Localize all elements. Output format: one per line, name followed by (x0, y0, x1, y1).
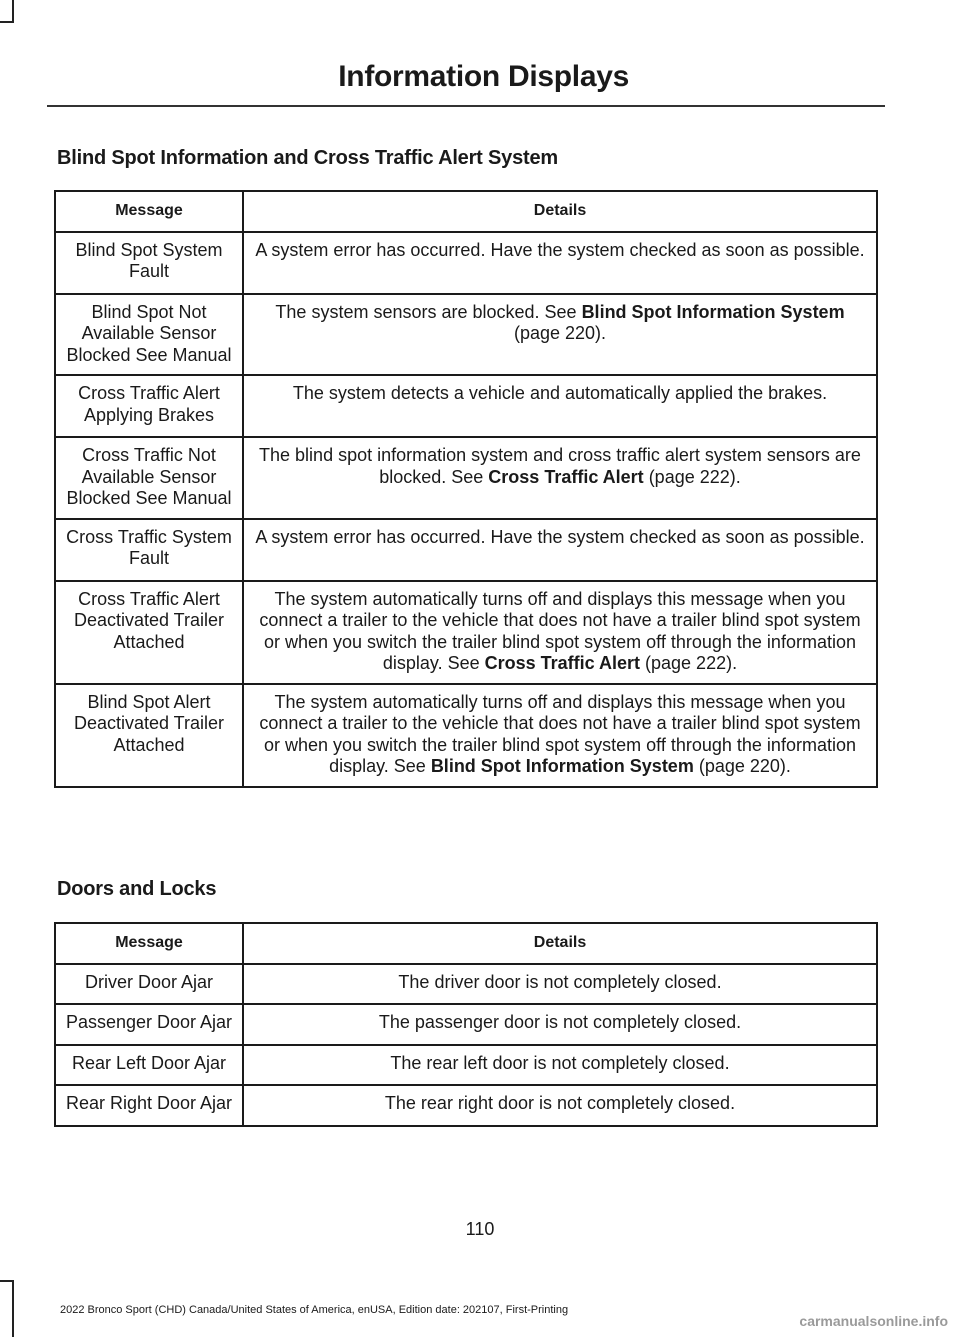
table-row (55, 294, 877, 376)
table-row (55, 581, 877, 684)
crop-mark (12, 1280, 14, 1337)
doors-messages-table (54, 922, 878, 1127)
crop-mark (0, 1280, 14, 1282)
section-heading-blind-spot: Blind Spot Information and Cross Traffic Alert System (57, 147, 558, 169)
blind-spot-messages-table (54, 190, 878, 788)
table-row (55, 232, 877, 294)
message-cell: Passenger Door Ajar (55, 1004, 243, 1045)
crop-mark (0, 21, 14, 23)
cross-reference-link[interactable]: Blind Spot Information System (430, 756, 694, 776)
message-cell: Cross Traffic Alert Applying Brakes (55, 375, 243, 437)
table-row (55, 964, 877, 1005)
details-cell: The rear left door is not completely closed. (243, 1045, 877, 1086)
details-text: The system sensors are blocked. See (275, 301, 582, 322)
message-cell: Blind Spot System Fault (55, 232, 243, 294)
table-row (55, 375, 877, 437)
details-cell: The rear right door is not completely closed. (243, 1085, 877, 1126)
table-row (55, 1004, 877, 1045)
message-cell: Driver Door Ajar (55, 964, 243, 1005)
page-title: Information Displays (338, 60, 629, 93)
details-text: The blind spot information system and cross traffic alert system sensors are blocked. See (259, 445, 861, 487)
details-text: The system automatically turns off and displays this message when you connect a trailer to the vehicle that does not have a trailer blind spot system or when you switch the trailer blind spot system off through the information display. See (259, 588, 861, 673)
header-divider (47, 105, 885, 107)
table-row (55, 1085, 877, 1126)
column-header-details: Details (243, 191, 877, 232)
details-cell (243, 581, 877, 684)
page-reference: (page 220). (513, 323, 607, 343)
column-header-details: Details (243, 923, 877, 964)
details-cell: A system error has occurred. Have the system checked as soon as possible. (243, 232, 877, 294)
details-cell: The system detects a vehicle and automatically applied the brakes. (243, 375, 877, 437)
table-header-row (55, 923, 877, 964)
message-cell: Blind Spot Not Available Sensor Blocked See Manual (55, 294, 243, 376)
message-cell: Cross Traffic Not Available Sensor Blocked See Manual (55, 437, 243, 519)
details-cell: A system error has occurred. Have the system checked as soon as possible. (243, 519, 877, 581)
cross-reference-link[interactable]: Blind Spot Information System (581, 301, 845, 322)
page-reference: (page 220). (693, 756, 791, 776)
message-cell: Rear Right Door Ajar (55, 1085, 243, 1126)
details-cell (243, 684, 877, 787)
page-reference: (page 222). (640, 653, 738, 673)
crop-mark (12, 0, 14, 22)
message-cell: Rear Left Door Ajar (55, 1045, 243, 1086)
table-row (55, 684, 877, 787)
table-header-row (55, 191, 877, 232)
message-cell: Cross Traffic Alert Deactivated Trailer Attached (55, 581, 243, 684)
page-reference: (page 222). (643, 466, 741, 487)
message-cell: Cross Traffic System Fault (55, 519, 243, 581)
table-row (55, 437, 877, 519)
watermark: carmanualsonline.info (799, 1313, 948, 1329)
details-cell (243, 437, 877, 519)
section-heading-doors: Doors and Locks (57, 878, 217, 900)
message-cell: Blind Spot Alert Deactivated Trailer Attached (55, 684, 243, 787)
details-cell: The passenger door is not completely closed. (243, 1004, 877, 1045)
page-number: 110 (465, 1219, 495, 1239)
column-header-message: Message (55, 923, 243, 964)
details-cell: The driver door is not completely closed. (243, 964, 877, 1005)
details-cell (243, 294, 877, 376)
cross-reference-link[interactable]: Cross Traffic Alert (488, 466, 644, 487)
column-header-message: Message (55, 191, 243, 232)
cross-reference-link[interactable]: Cross Traffic Alert (484, 653, 641, 673)
table-row (55, 1045, 877, 1086)
table-row (55, 519, 877, 581)
details-text: The system automatically turns off and displays this message when you connect a trailer to the vehicle that does not have a trailer blind spot system or when you switch the trailer blind spot system off through the information display. See (259, 691, 861, 776)
edition-footer: 2022 Bronco Sport (CHD) Canada/United States of America, enUSA, Edition date: 202107, First-Printing (60, 1304, 569, 1316)
